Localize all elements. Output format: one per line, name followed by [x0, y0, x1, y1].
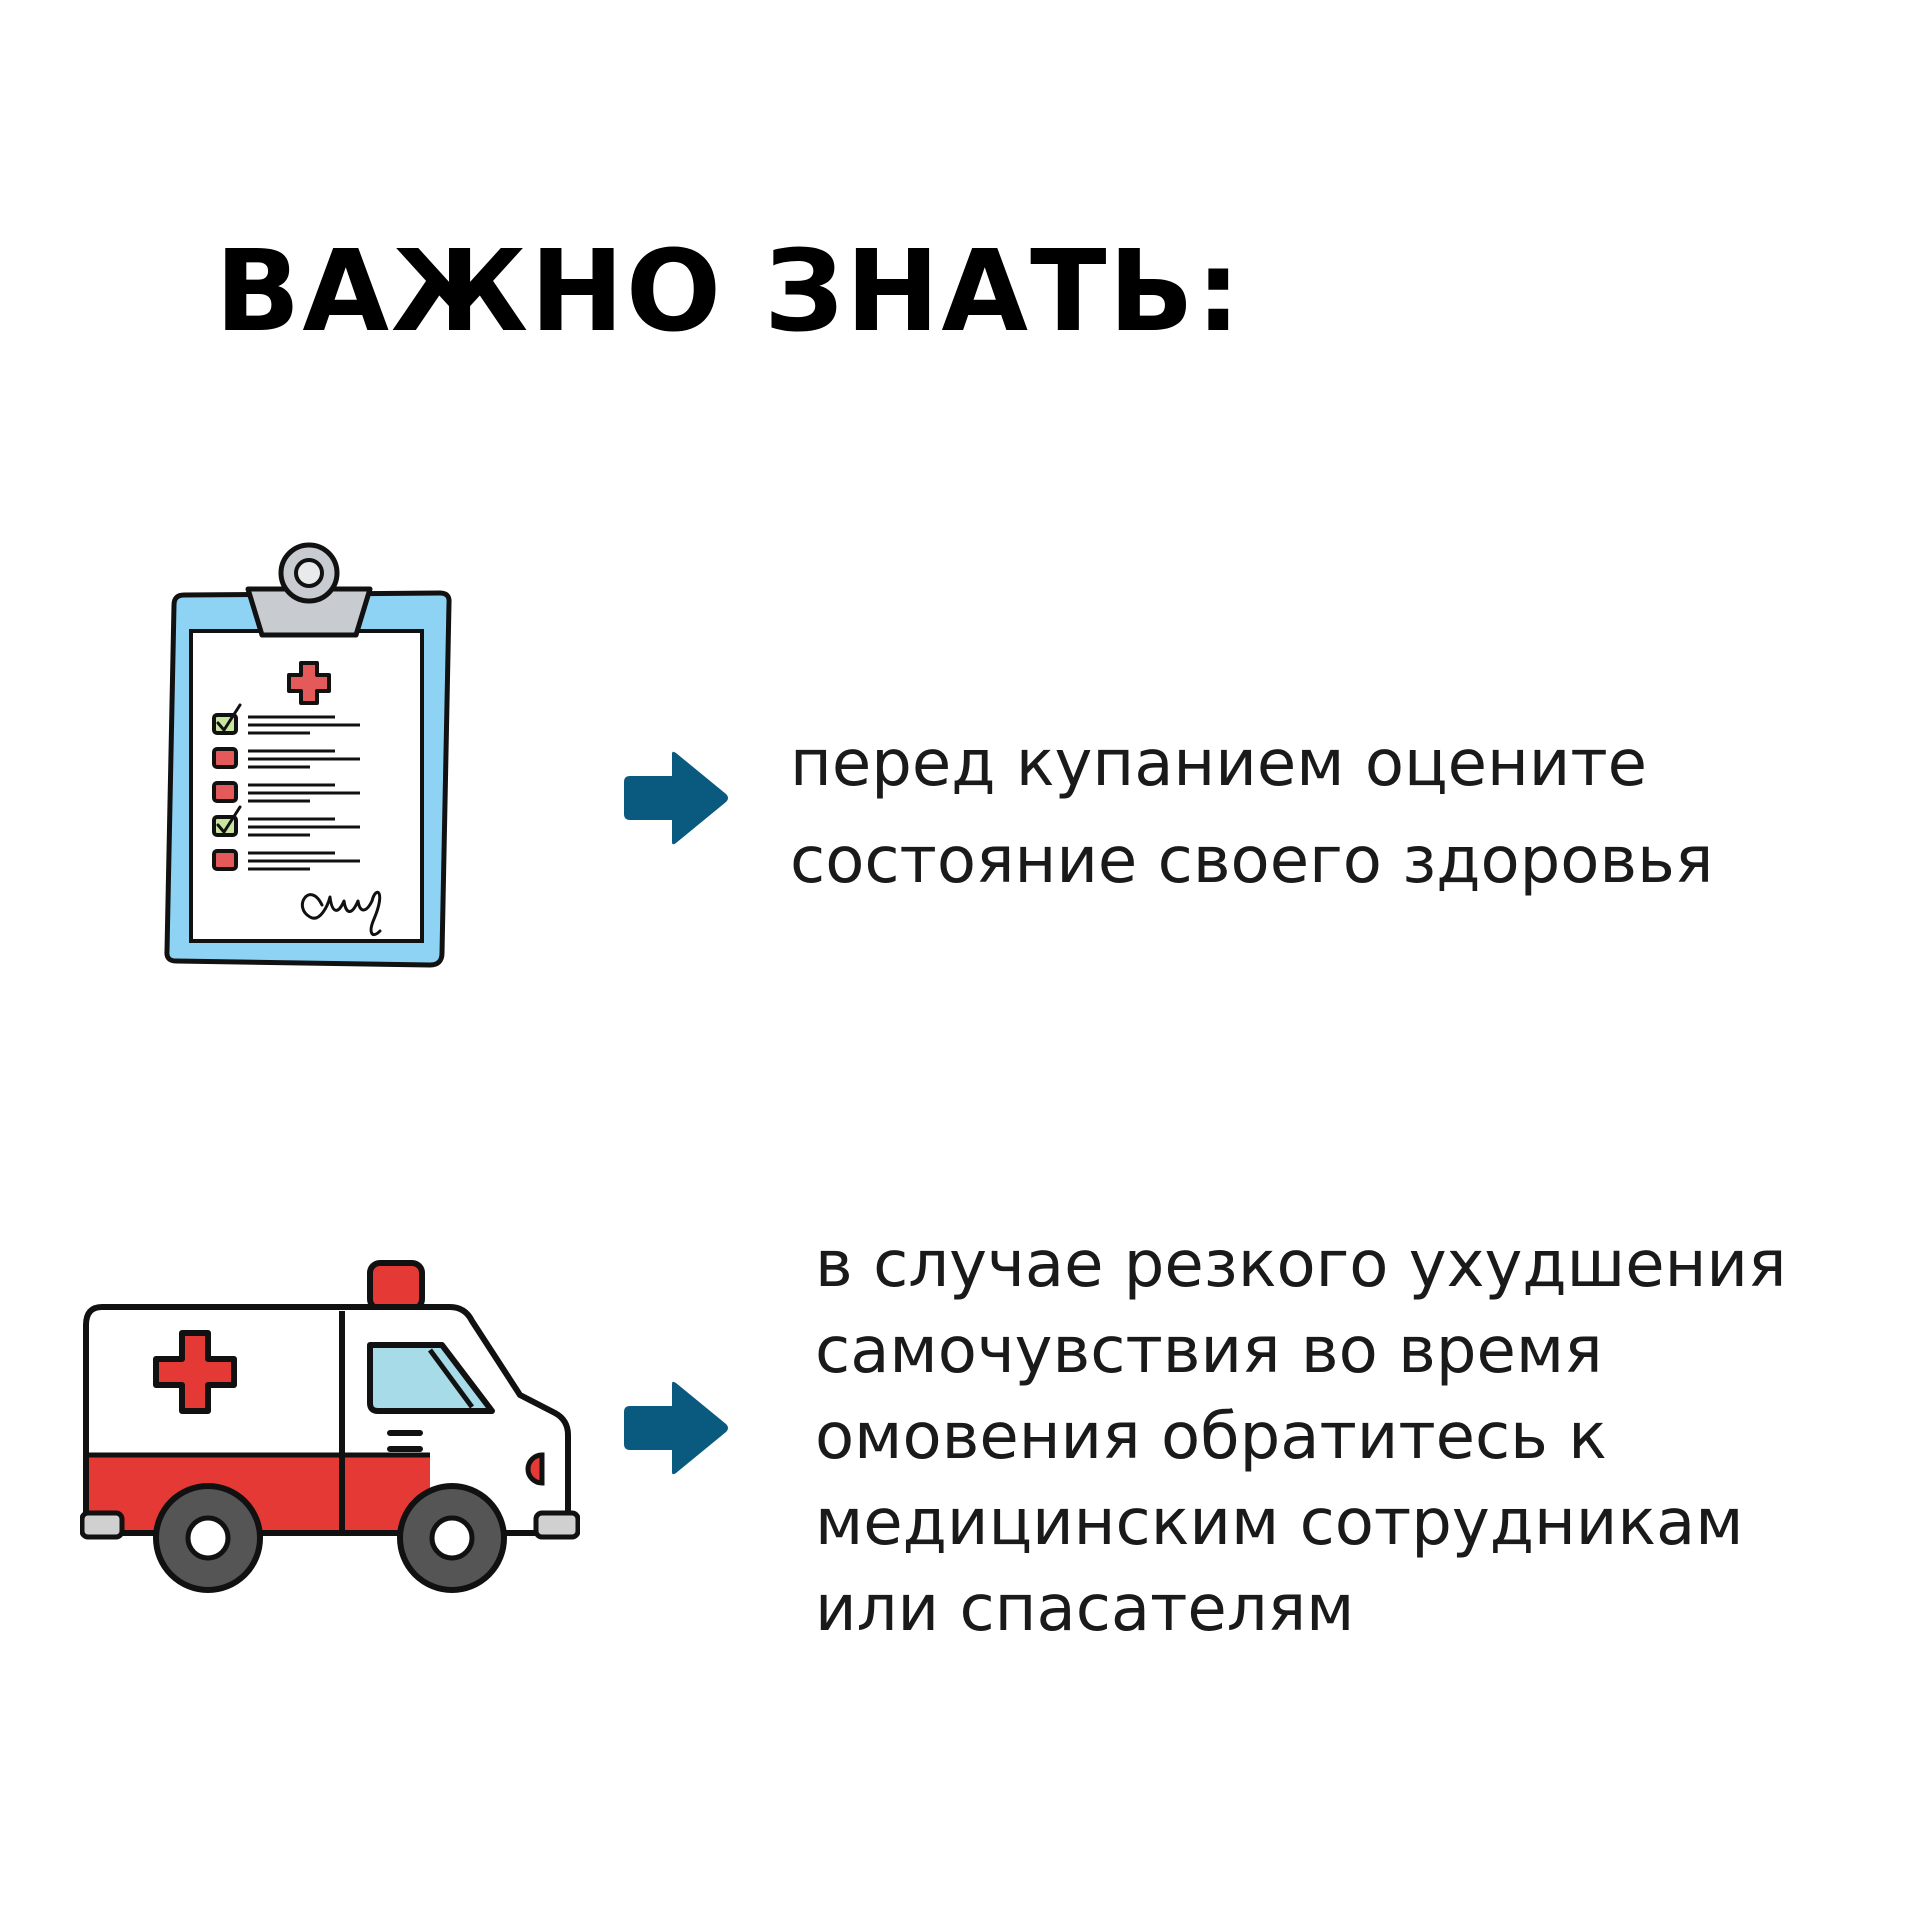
- arrow-right-icon: [620, 748, 732, 848]
- emergency-text: [815, 1222, 1787, 1652]
- clipboard-icon: [160, 535, 460, 975]
- text-line: или спасателям: [815, 1572, 1355, 1646]
- health-check-text: [790, 716, 1713, 910]
- text-line: омовения обратитесь к: [815, 1400, 1607, 1474]
- text-line: медицинским сотрудникам: [815, 1486, 1744, 1560]
- page-title: ВАЖНО ЗНАТЬ:: [215, 227, 1243, 357]
- text-line: самочувствия во время: [815, 1314, 1603, 1388]
- text-line: перед купанием оцените: [790, 727, 1648, 801]
- ambulance-icon: [80, 1255, 580, 1600]
- text-line: состояние своего здоровья: [790, 824, 1714, 898]
- text-line: в случае резкого ухудшения: [815, 1228, 1787, 1302]
- arrow-right-icon: [620, 1378, 732, 1478]
